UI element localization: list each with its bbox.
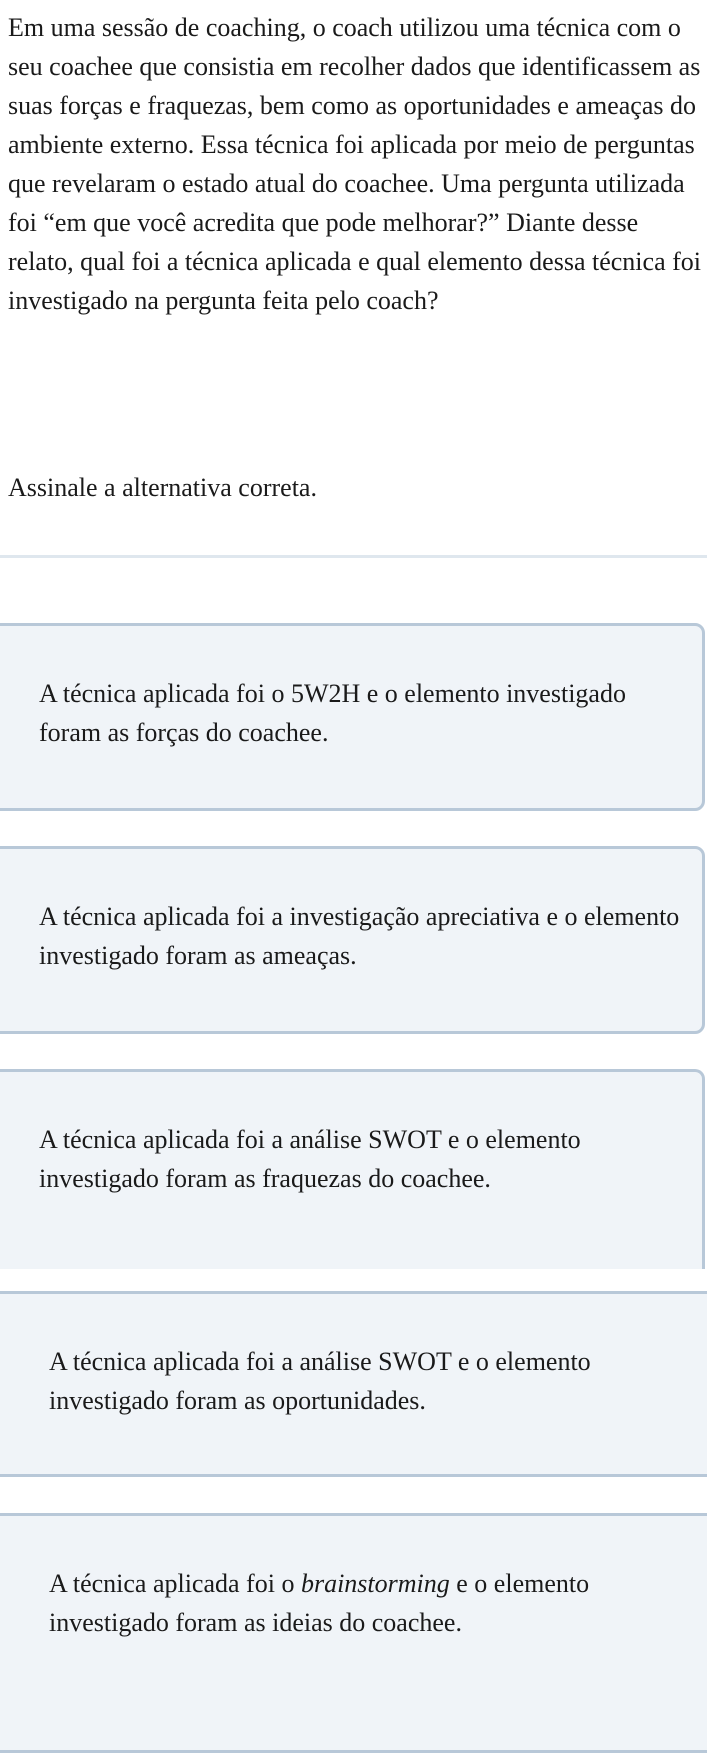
answer-option-text: A técnica aplicada foi o 5W2H e o elemento investigado foram as forças do coachee. <box>39 679 626 747</box>
answer-option-text-end: e o elemento investigado foram as ideias do coachee. <box>49 1569 590 1637</box>
question-text: Em uma sessão de coaching, o coach utilizou uma técnica com o seu coachee que consistia em recolher dados que identificassem as suas forças e fraquezas, bem como as oportunidades e ameaças do ambiente externo. Essa técnica foi aplicada por meio de perguntas que revelaram o estado atual do coachee. Uma pergunta utilizada foi “em que você acredita que pode melhorar?” Diante desse relato, qual foi a técnica aplicada e qual elemento dessa técnica foi investigado na pergunta feita pelo coach? <box>8 13 701 315</box>
answer-option-text-start: A técnica aplicada foi o <box>49 1569 301 1598</box>
answer-option-text <box>49 1564 695 1642</box>
answer-option-4[interactable] <box>0 1291 707 1477</box>
answer-option-2[interactable] <box>0 846 705 1034</box>
question-instruction: Assinale a alternativa correta. <box>8 473 317 502</box>
answer-option-text: A técnica aplicada foi a análise SWOT e o elemento investigado foram as oportunidades. <box>49 1347 591 1415</box>
answer-option-3[interactable] <box>0 1069 705 1269</box>
answer-option-text: A técnica aplicada foi a análise SWOT e o elemento investigado foram as fraquezas do coachee. <box>39 1125 581 1193</box>
answer-option-emphasis: brainstorming <box>300 1569 450 1598</box>
answer-option-1[interactable] <box>0 623 705 811</box>
answer-option-5[interactable] <box>0 1513 707 1753</box>
answer-option-text: A técnica aplicada foi a investigação apreciativa e o elemento investigado foram as ameaças. <box>39 902 680 970</box>
divider <box>0 555 707 558</box>
